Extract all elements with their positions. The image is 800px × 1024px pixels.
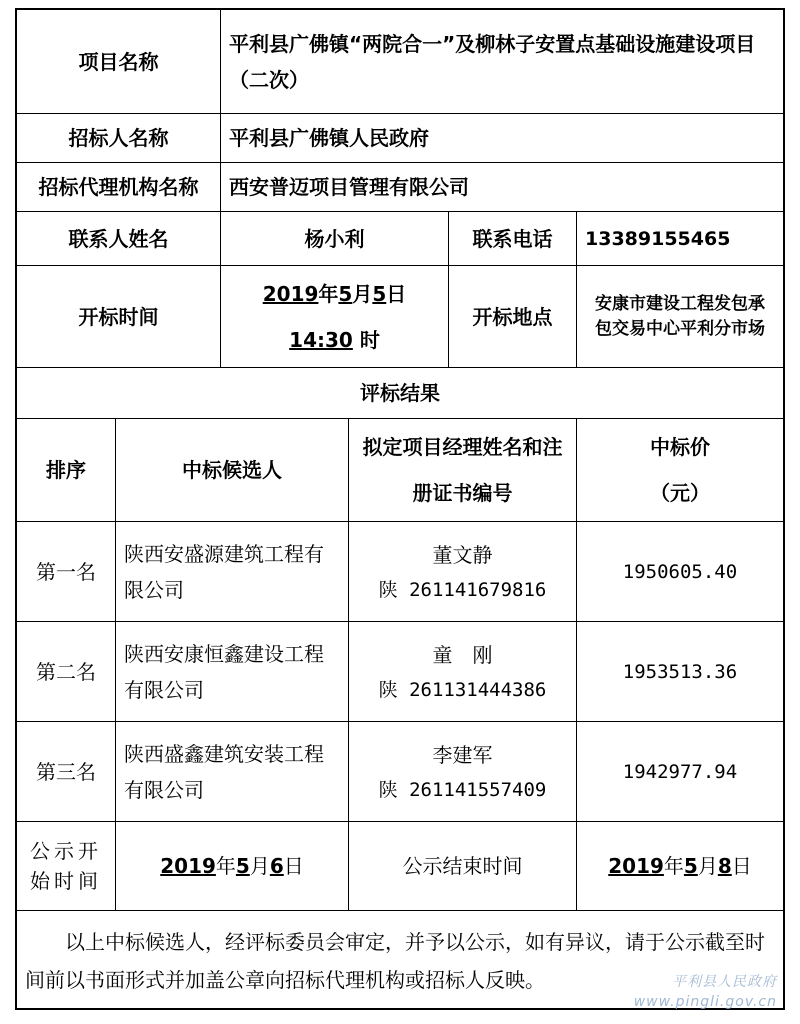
- price-text: 1950605.40: [622, 560, 738, 583]
- col-price-header: [577, 419, 783, 521]
- opening-place: [577, 266, 783, 367]
- publicity-start-label-text: 公示开始时间: [30, 839, 102, 893]
- publicity-end-date: [577, 822, 783, 910]
- opening-year-unit: 年: [318, 281, 339, 306]
- col-manager-header-text: 拟定项目经理姓名和注册证书编号: [362, 435, 563, 505]
- publicity-start-year: 2019: [160, 854, 216, 878]
- results-heading-text: 评标结果: [360, 381, 440, 405]
- opening-month: 5: [338, 281, 353, 306]
- opening-clock-value: 14:30: [289, 327, 353, 352]
- results-announcement-table: [15, 8, 785, 1010]
- candidate-cell: [116, 522, 348, 621]
- col-rank-header-text: 排序: [46, 458, 86, 482]
- tenderer-value-text: 平利县广佛镇人民政府: [229, 126, 429, 150]
- opening-day: 5: [372, 281, 387, 306]
- publicity-end-year-unit: 年: [663, 854, 684, 878]
- publicity-end-label: [349, 822, 576, 910]
- col-candidate-header: [116, 419, 348, 521]
- contact-name-label: [17, 212, 220, 265]
- price-text: 1953513.36: [622, 660, 738, 683]
- rank-cell: [17, 622, 115, 721]
- opening-clock: [289, 317, 380, 363]
- agency-value: [221, 163, 783, 211]
- rank-cell: [17, 522, 115, 621]
- rank-text: 第三名: [36, 759, 96, 784]
- watermark-line2: www.pingli.gov.cn: [633, 994, 777, 1010]
- manager-name: 李建军: [432, 742, 493, 767]
- opening-date: [263, 271, 407, 317]
- contact-phone-text: 13389155465: [585, 227, 731, 250]
- publicity-start-month: 5: [235, 854, 250, 878]
- opening-year: 2019: [262, 281, 319, 306]
- rank-cell: [17, 722, 115, 821]
- agency-label-text: 招标代理机构名称: [38, 175, 199, 199]
- publicity-start-month-unit: 月: [249, 854, 270, 878]
- project-label: [17, 10, 220, 113]
- candidate-text: 陕西安盛源建筑工程有限公司: [124, 541, 324, 602]
- contact-name-label-text: 联系人姓名: [68, 226, 169, 251]
- price-cell: [577, 522, 783, 621]
- manager-cell: [349, 722, 576, 821]
- manager-cert: 陕 261141557409: [378, 778, 547, 801]
- contact-phone-label: [449, 212, 576, 265]
- row-divider: [17, 910, 783, 911]
- manager-cert: 陕 261131444386: [378, 678, 547, 701]
- publicity-end-month: 5: [683, 854, 698, 878]
- rank-text: 第二名: [36, 659, 96, 684]
- col-manager-header: [349, 419, 576, 521]
- tenderer-value: [221, 114, 783, 162]
- price-text: 1942977.94: [622, 760, 738, 783]
- publicity-start-date: [116, 822, 348, 910]
- contact-phone: [577, 212, 783, 265]
- publicity-start-day-unit: 日: [283, 854, 304, 878]
- opening-month-unit: 月: [352, 281, 373, 306]
- opening-place-label-text: 开标地点: [472, 304, 553, 329]
- site-watermark: [634, 972, 777, 1012]
- col-candidate-header-text: 中标候选人: [182, 458, 282, 482]
- agency-value-text: 西安普迈项目管理有限公司: [229, 175, 469, 199]
- notice-paragraph: 以上中标候选人，经评标委员会审定，并予以公示，如有异议，请于公示截至时间前以书面形式并加盖公章向招标代理机构或招标人反映。: [25, 930, 765, 992]
- contact-name: [221, 212, 448, 265]
- opening-time-value: [221, 266, 448, 367]
- candidate-cell: [116, 722, 348, 821]
- agency-label: [17, 163, 220, 211]
- manager-cert: 陕 261141679816: [378, 578, 547, 601]
- publicity-end-year: 2019: [608, 854, 664, 878]
- candidate-text: 陕西安康恒鑫建设工程有限公司: [124, 641, 324, 702]
- col-price-header-line2: （元）: [650, 481, 710, 505]
- publicity-end-month-unit: 月: [697, 854, 718, 878]
- manager-name: 董文静: [432, 542, 493, 567]
- publicity-end-day-unit: 日: [731, 854, 752, 878]
- results-heading: [17, 368, 783, 418]
- publicity-start-day: 6: [269, 854, 284, 878]
- opening-time-label-text: 开标时间: [78, 304, 159, 329]
- publicity-end-day: 8: [717, 854, 732, 878]
- tenderer-label: [17, 114, 220, 162]
- opening-day-unit: 日: [386, 281, 407, 306]
- price-cell: [577, 622, 783, 721]
- manager-cell: [349, 622, 576, 721]
- tenderer-label-text: 招标人名称: [68, 126, 169, 150]
- project-value-text: 平利县广佛镇“两院合一”及柳林子安置点基础设施建设项目（二次）: [229, 31, 756, 92]
- publicity-start-year-unit: 年: [215, 854, 236, 878]
- publicity-end-label-text: 公示结束时间: [402, 854, 523, 878]
- manager-cell: [349, 522, 576, 621]
- manager-name: 童 刚: [432, 642, 493, 667]
- candidate-cell: [116, 622, 348, 721]
- opening-time-label: [17, 266, 220, 367]
- contact-name-text: 杨小利: [304, 226, 365, 251]
- opening-place-label: [449, 266, 576, 367]
- candidate-text: 陕西盛鑫建筑安装工程有限公司: [124, 741, 324, 802]
- publicity-start-label: [17, 822, 115, 910]
- project-label-text: 项目名称: [78, 49, 159, 74]
- contact-phone-label-text: 联系电话: [472, 226, 553, 251]
- col-price-header-line1: 中标价: [650, 435, 710, 459]
- opening-clock-unit: 时: [359, 327, 380, 352]
- col-rank-header: [17, 419, 115, 521]
- price-cell: [577, 722, 783, 821]
- project-value: [221, 10, 783, 113]
- rank-text: 第一名: [36, 559, 96, 584]
- watermark-line1: 平利县人民政府: [672, 974, 777, 990]
- opening-place-text: 安康市建设工程发包承包交易中心平利分市场: [595, 293, 765, 339]
